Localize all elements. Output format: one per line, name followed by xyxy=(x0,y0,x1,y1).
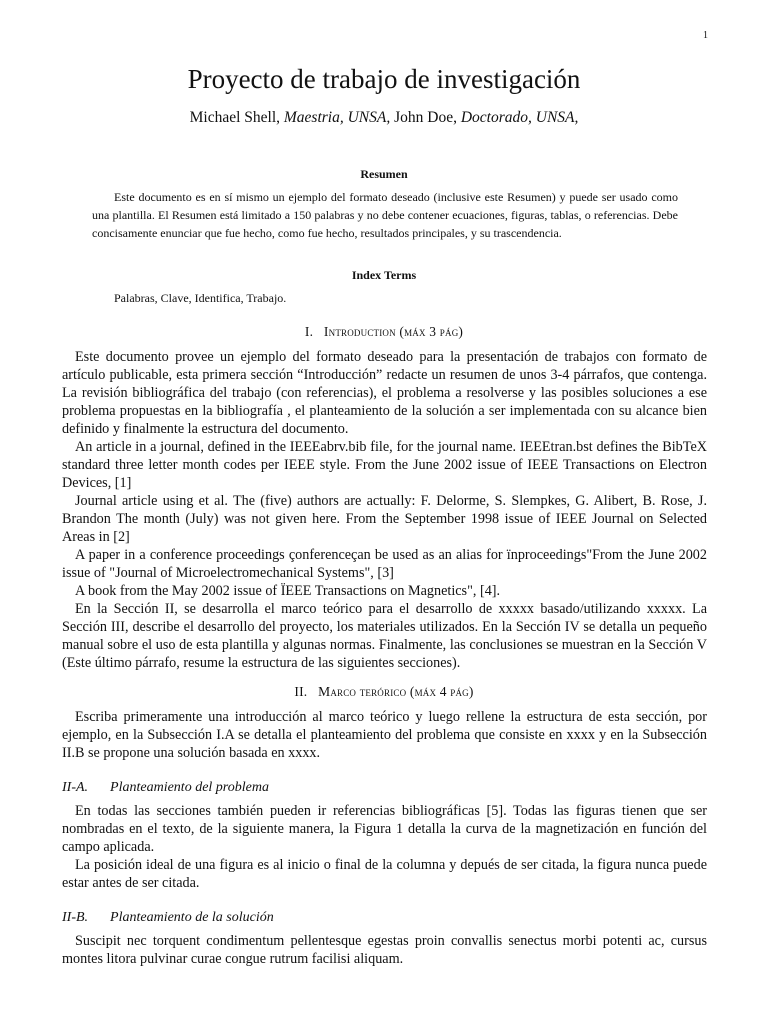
index-terms-heading: Index Terms xyxy=(351,268,417,282)
subsection-heading-problema xyxy=(62,778,702,798)
subsection-label: II-A. xyxy=(62,780,89,795)
paragraph: Escriba primeramente una introducción al marco teórico y luego rellene la estructura de esta sección, por ejemplo, en la Subsección I.A se detalla el planteamiento del problema que consiste en xxxx y en la Subsección II.B se propone una solución basada en xxxx. xyxy=(62,709,707,761)
section-heading-introduction xyxy=(0,322,768,342)
page-number: 1 xyxy=(703,30,708,41)
section-title: Introduction (máx 3 pág) xyxy=(323,324,464,339)
paragraph: La posición ideal de una figura es al inicio o final de la columna y depués de ser citada, la figura nunca puede estar antes de ser citada. xyxy=(62,857,707,891)
subsection-heading-solucion xyxy=(62,908,702,928)
paragraph: A book from the May 2002 issue of ÏEEE Transactions on Magnetics", [4]. xyxy=(75,583,501,599)
paragraph: Suscipit nec torquent condimentum pellentesque egestas proin convallis senectus morbi potenti ac, cursus montes litora pulvinar curae congue rutrum facilisi aliquam. xyxy=(62,933,707,967)
section-body-introduction xyxy=(62,348,707,672)
subsection-title: Planteamiento de la solución xyxy=(110,910,274,925)
section-heading-marco-teorico xyxy=(0,682,768,702)
paragraph: A paper in a conference proceedings çonferenceçan be used as an alias for ïnproceedings"From the June 2002 issue of "Journal of Microelectromechanical Systems", [3] xyxy=(62,547,707,581)
subsection-body-problema xyxy=(62,802,707,892)
author-affiliation: Maestria, UNSA, xyxy=(283,109,391,126)
paragraph: Journal article using et al. The (five) authors are actually: F. Delorme, S. Slempkes, G. Alibert, B. Rose, J. Brandon The month (July) was not given here. From the September 1998 issue of IEEE Journal on Selected Areas in [2] xyxy=(62,493,707,545)
author-line xyxy=(0,107,768,129)
abstract-heading: Resumen xyxy=(360,167,408,181)
section-body-marco-teorico xyxy=(62,708,707,762)
paragraph: An article in a journal, defined in the IEEEabrv.bib file, for the journal name. IEEEtran.bst defines the BibTeX standard three letter month codes per IEEE style. From the June 2002 issue of IEEE Transactions on Electron Devices, [1] xyxy=(62,439,707,491)
index-terms-text: Palabras, Clave, Identifica, Trabajo. xyxy=(114,291,287,305)
subsection-title: Planteamiento del problema xyxy=(110,780,269,795)
author-name: Michael Shell, xyxy=(189,109,281,126)
paper-title: Proyecto de trabajo de investigación xyxy=(187,64,581,94)
author-name: John Doe, xyxy=(394,109,457,126)
abstract-text: Este documento es en sí mismo un ejemplo del formato deseado (inclusive este Resumen) y puede ser usado como una plantilla. El Resumen está limitado a 150 palabras y no debe contener ecuaciones, figuras, tablas, o referencias. Debe concisamente enunciar que fue hecho, como fue hecho, resultados principales, y su trascendencia. xyxy=(92,190,678,240)
section-title: Marco terórico (máx 4 pág) xyxy=(318,684,474,699)
subsection-body-solucion xyxy=(62,932,707,968)
paragraph: En la Sección II, se desarrolla el marco teórico para el desarrollo de xxxxx basado/utilizando xxxxx. La Sección III, describe el desarrollo del proyecto, los materiales utilizados. En la Sección IV se detalla un pequeño manual sobre el uso de esta plantilla y algunas normas. Finalmente, las conclusiones se muestran en la Sección V (Este último párrafo, resume la estructura de las siguientes secciones). xyxy=(62,601,707,671)
paragraph: Este documento provee un ejemplo del formato deseado para la presentación de trabajos con formato de artículo publicable, esta primera sección “Introducción” redacte un resumen de unos 3-4 párrafos, que contenga. La revisión bibliográfica del trabajo (con referencias), el problema a resolverse y las posibles soluciones a ese problema propuestas en la bibliografía , el planteamiento de la solución a ser implementada con su alcance bien definido y finalmente la estructura del documento. xyxy=(62,349,707,437)
author-affiliation: Doctorado, UNSA, xyxy=(460,109,579,126)
section-numeral: I. xyxy=(304,324,314,339)
subsection-label: II-B. xyxy=(62,910,89,925)
paragraph: En todas las secciones también pueden ir referencias bibliográficas [5]. Todas las figuras tienen que ser nombradas en el texto, de la siguiente manera, la Figura 1 detalla la curva de la magnetización en función del campo aplicada. xyxy=(62,803,707,855)
section-numeral: II. xyxy=(294,684,308,699)
